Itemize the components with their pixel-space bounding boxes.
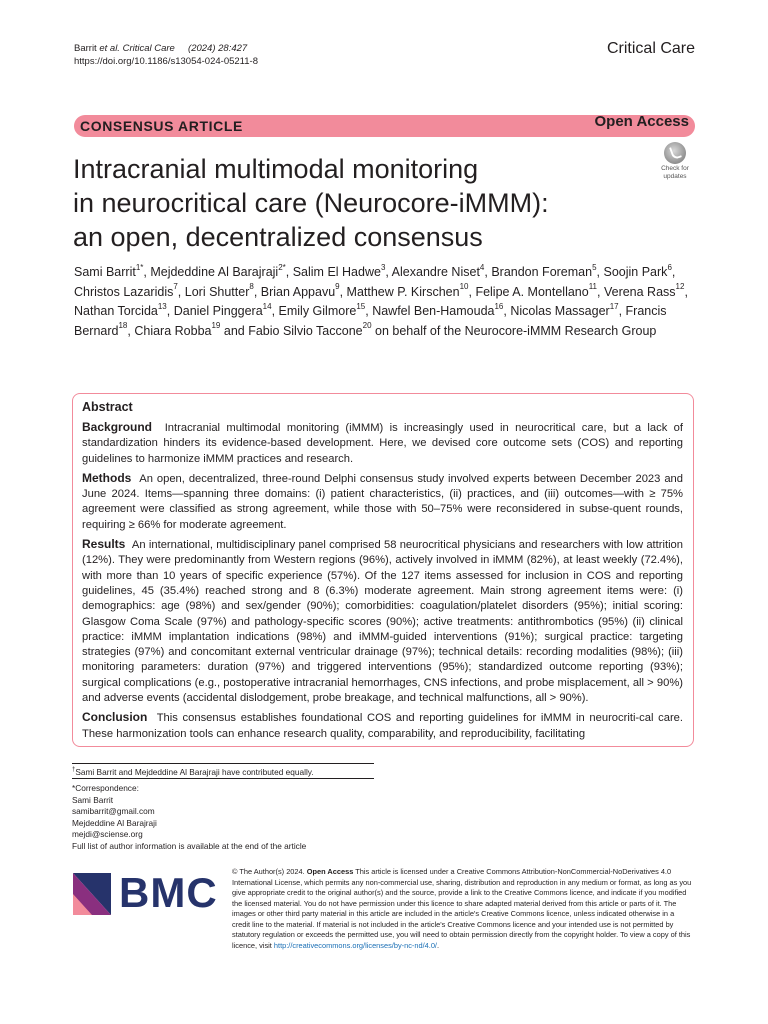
author-affiliation-mark: 7 (173, 282, 178, 292)
author-affiliation-mark: 3 (380, 262, 386, 272)
abstract-heading: Abstract (82, 400, 133, 414)
check-for-updates-badge[interactable] (656, 142, 694, 180)
author-affiliation-mark: 10 (459, 282, 469, 292)
author-name: Mejdeddine Al Barajraji (150, 265, 279, 279)
author-affiliation-mark: 16 (494, 301, 504, 311)
author-affiliation-mark: 13 (157, 301, 167, 311)
methods-label: Methods (82, 470, 132, 485)
author (74, 301, 167, 318)
author-affiliation-mark: 14 (262, 301, 272, 311)
author-name: Nathan Torcida (74, 304, 158, 318)
author-name: Nicolas Massager (510, 304, 610, 318)
author (603, 282, 685, 299)
author (74, 262, 144, 279)
abstract-box (72, 393, 694, 747)
author-name: Emily Gilmore (278, 304, 357, 318)
author (510, 301, 619, 318)
author-affiliation-mark: 11 (588, 282, 598, 292)
results-text: An international, multidisciplinary panel comprised 58 neurocritical physicians and researchers with low attrition (12%). They were predominantly from Western regions (96%), actively involved in iMMM (82%), at least weekly (72.4%), with more than 10 years of specific experience (57%). Of the 127 items assessed for inclusion in COS and reporting guidelines, 45 (35.4%) reached strong and 8 (6.3%) moderate agreement. Main strong agreement items were: (i) demographics: age (98%) and sex/gender (90%); comorbidities: coagulation/platelet disorders (95%); initial scoring: Glasgow Coma Scale (97%) and pathology-specific scores (90%); active treatments: antithrombotics (95%) (ii) clinical practice: iMMM implantation indications (98%) and iMMM-guided interventions (91%); surgical practice: targeting strategies (97%) and concomitant external ventricular drainage (97%); technical details: recording modalities (98%); (iii) monitoring parameters: duration (97%) and triggered interventions (95%); standardized outcome reporting (93%); surgical complications (e.g., postoperative intracranial hemorrhages, CNS infections, and probe misplacement, all > 90%) and adverse events (accidental dislodgement, probe breakage, and technical malfunctions, all > 90%). (82, 539, 684, 705)
author-name: Matthew P. Kirschen (346, 284, 460, 299)
open-access-label: Open Access (594, 113, 689, 130)
author-name: Brandon Foreman (491, 265, 593, 279)
correspondence-block (72, 783, 306, 853)
title-line-3: an open, decentralized consensus (73, 222, 483, 252)
conclusion-label: Conclusion (82, 710, 148, 725)
author-name: Verena Rass (603, 284, 676, 299)
author-list: Sami Barrit$^{1*}$, Mejdeddine Al Barajraji$^{2*}$, Salim El Hadwe$^3$, Alexandre Niset$^4$, Brandon Foreman$^5$, Soojin Park$^6$, Christos Lazaridis$^7$, Lori Shutter$^8$, Brian Appavu$^9$, Matthew P. Kirschen$^{10}$, Felipe A. Montellano$^{11}$, Verena Rass$^{12}$, Nathan Torcida$^{13}$, Daniel Pinggera$^{14}$, Emily Gilmore$^{15}$, Nawfel Ben-Hamouda$^{16}$, Nicolas Massager$^{17}$, Francis Bernard$^{18}$, Chiara Robba$^{19}$ and Fabio Silvio Taccone$^{20}$ on behalf of the Neurocore-iMMM Research Group (74, 262, 688, 338)
article-type-banner (74, 115, 695, 137)
title-line-1: Intracranial multimodal monitoring (73, 154, 479, 184)
check-for-updates-line1: Check for (661, 165, 689, 172)
equal-contribution-note (72, 765, 314, 778)
author (134, 321, 221, 338)
license-body: This article is licensed under a Creative Commons Attribution-NonCommercial-NoDerivatives 4.0 International License, which permits any non-commercial use, sharing, distribution and reproduction in any medium or format, as long as you give appropriate credit to the original author(s) and the source, provide a link to the Creative Commons licence, and indicate if you modified the licensed material. You do not have permission under this licence to share adapted material derived from this article or parts of it. The images or other third party material in this article are included in the article's Creative Commons licence, unless indicated otherwise in a credit line to the material. If material is not included in the article's Creative Commons licence and your intended use is not permitted by statutory regulation or exceeds the permitted use, you will need to obtain permission directly from the copyright holder. To view a copy of this licence, visit (232, 867, 692, 950)
author-affiliation-mark: 15 (356, 301, 366, 311)
author-name: Chiara Robba (134, 323, 212, 338)
abstract-background (82, 420, 683, 467)
citation-ref: (2024) 28:427 (188, 43, 248, 54)
author-affiliation-mark: 17 (609, 301, 619, 311)
author (278, 301, 366, 318)
citation-etal: et al. Critical Care (99, 43, 175, 54)
correspondent-1-name: Sami Barrit (72, 794, 114, 805)
citation-authors: Barrit (74, 43, 100, 54)
author-name: Christos Lazaridis (74, 284, 174, 299)
license-statement (232, 867, 694, 951)
footnote-divider-bottom (72, 778, 374, 779)
background-label: Background (82, 420, 153, 434)
check-for-updates-line2: updates (663, 173, 687, 180)
citation-line (74, 42, 247, 55)
author (346, 282, 469, 299)
title-line-2: in neurocritical care (Neurocore-iMMM): (73, 188, 549, 218)
author-name: Alexandre Niset (391, 265, 480, 279)
license-prefix: © The Author(s) 2024. (232, 867, 307, 876)
article-title (73, 152, 633, 254)
author-name: Salim El Hadwe (292, 265, 381, 279)
author (248, 321, 372, 338)
author (391, 262, 485, 279)
check-for-updates-icon (664, 142, 686, 164)
author-name: Lori Shutter (184, 284, 250, 299)
results-label: Results (82, 537, 126, 552)
license-link[interactable]: http://creativecommons.org/licenses/by-nc-nd/4.0/ (273, 940, 437, 950)
correspondence-label: *Correspondence: (72, 783, 139, 793)
abstract-conclusion (82, 710, 683, 742)
license-suffix: . (436, 940, 440, 950)
author (372, 301, 504, 318)
author-affiliation-mark: 4 (479, 262, 485, 272)
author (475, 282, 598, 299)
doi-link[interactable]: https://doi.org/10.1186/s13054-024-05211-8 (74, 56, 258, 67)
author-affiliation-mark: 1* (135, 262, 144, 272)
author-name: Sami Barrit (74, 265, 136, 279)
author (150, 262, 286, 279)
author (173, 301, 272, 318)
author (292, 262, 386, 279)
conclusion-text: This consensus establishes foundational COS and reporting guidelines for iMMM in neurocriti-cal care. These harmonization tools can enhance research quality, comparability, and reproducibility, facilitating (82, 712, 684, 740)
author (260, 282, 340, 299)
author-affiliation-mark: 8 (249, 282, 254, 292)
abstract-results (82, 537, 683, 706)
author-name: Nawfel Ben-Hamouda (372, 304, 495, 318)
author-name: Felipe A. Montellano (475, 284, 589, 299)
author-name: Daniel Pinggera (173, 304, 263, 318)
author-affiliation-mark: 9 (335, 282, 340, 292)
author (491, 262, 597, 279)
author (74, 282, 178, 299)
author-name: Brian Appavu (260, 284, 336, 299)
affiliations-note: Full list of author information is available at the end of the article (72, 840, 307, 851)
author-group-suffix: on behalf of the Neurocore-iMMM Research Group (371, 323, 657, 338)
correspondent-2-email[interactable]: mejdi@sciense.org (72, 829, 143, 840)
bmc-logo-text: BMC (119, 869, 218, 916)
abstract-methods (82, 471, 683, 533)
author-affiliation-mark: 2* (278, 262, 286, 272)
author-affiliation-mark: 18 (118, 321, 128, 331)
contrib-mark: † (72, 767, 76, 773)
correspondent-1-email[interactable]: samibarrit@gmail.com (72, 806, 155, 817)
author-affiliation-mark: 19 (211, 321, 221, 331)
author-affiliation-mark: 12 (675, 282, 685, 292)
article-type-label: CONSENSUS ARTICLE (80, 118, 243, 134)
correspondent-2-name: Mejdeddine Al Barajraji (72, 817, 157, 828)
background-text: Intracranial multimodal monitoring (iMMM) is increasingly used in neurocritical care, but a lack of standardization hinders its evidence-based development. Here, we devised core outcome sets (COS) and reporting guidelines to harmonize iMMM practices and research. (82, 422, 683, 465)
author-name: Francis Bernard (74, 304, 667, 338)
bmc-logo-mark-icon (73, 873, 111, 915)
author-affiliation-mark: 6 (667, 262, 672, 272)
author-affiliation-mark: 5 (592, 262, 597, 272)
author (184, 282, 254, 299)
journal-name: Critical Care (606, 40, 695, 57)
footnote-divider-top (72, 763, 374, 764)
bmc-logo (73, 869, 218, 917)
author-name: Soojin Park (603, 265, 668, 279)
methods-text: An open, decentralized, three-round Delphi consensus study involved experts between December 2023 and June 2024. Items—spanning three domains: (i) patient characteristics, (ii) practices, and (iii) outcomes—with ≥ 75% agreement were classified as strong agreement, while those with 50–75% were reconsidered in subse-quent rounds, requiring ≥ 66% for moderate agreement. (82, 472, 683, 531)
contrib-text: Sami Barrit and Mejdeddine Al Barajraji have contributed equally. (75, 766, 314, 777)
author-affiliation-mark: 20 (362, 321, 372, 331)
author-name: Fabio Silvio Taccone (248, 323, 363, 338)
license-open-access: Open Access (306, 867, 354, 876)
author (603, 262, 672, 279)
